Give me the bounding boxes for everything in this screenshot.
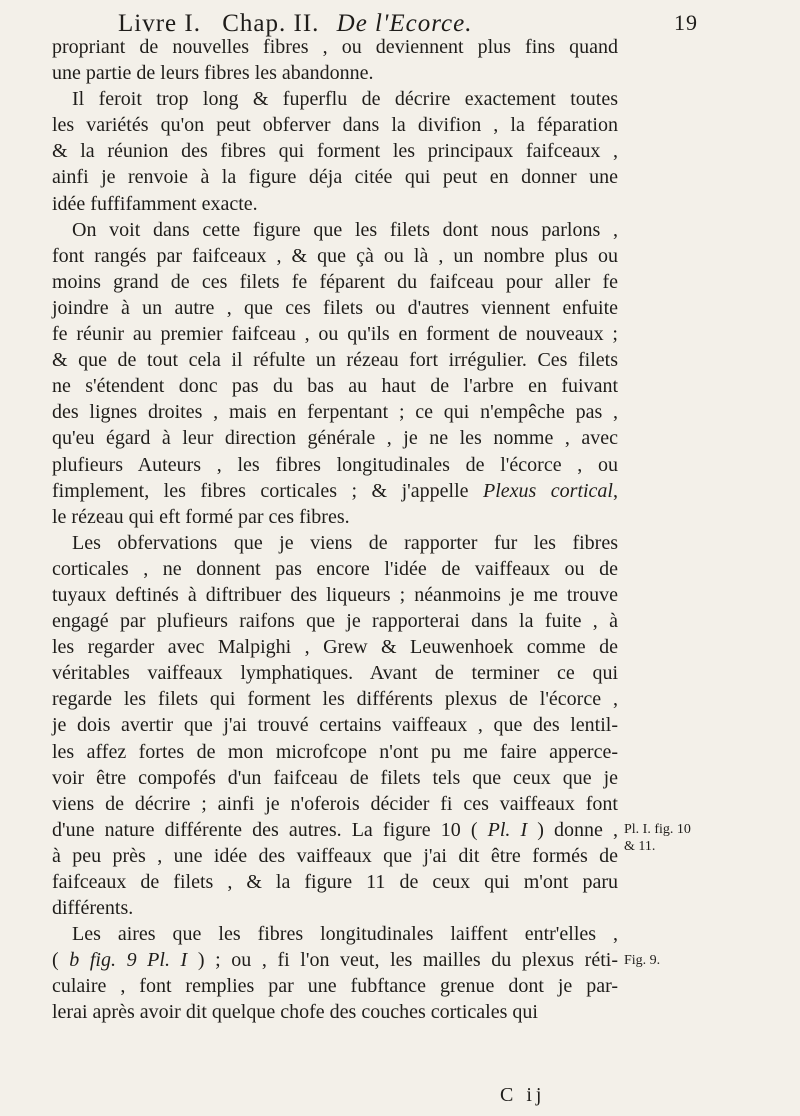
text-line (52, 217, 618, 243)
text-line-content: idée fuffifamment exacte. (52, 192, 258, 215)
text-line-content: les regarder avec Malpighi , Grew & Leuwenhoek comme de (52, 636, 618, 659)
text-line (52, 504, 618, 530)
margin-note: Fig. 9. (624, 952, 661, 968)
text-line-content: ne s'étendent donc pas du bas au haut de l'arbre en fuivant (52, 375, 618, 398)
text-line (52, 425, 618, 451)
italic-text: b fig. 9 Pl. I (69, 949, 188, 972)
text-line-content: je dois avertir que j'ai trouvé certains vaiffeaux , que des lentil- (52, 714, 618, 737)
text-line-content: Il feroit trop long & fuperflu de décrire exactement toutes (72, 88, 618, 111)
text-line (52, 660, 618, 686)
text-line (52, 34, 618, 60)
text-line (52, 243, 618, 269)
text-line-content: Les obfervations que je viens de rapporter fur les fibres (72, 531, 618, 554)
text-line (52, 921, 618, 947)
text-line (52, 86, 618, 112)
text-line-content: d'une nature différente des autres. La figure 10 ( (52, 818, 488, 841)
text-line-content: ainfi je renvoie à la figure déja citée qui peut en donner une (52, 166, 618, 189)
text-line (52, 791, 618, 817)
text-line-content: culaire , font remplies par une fubftance grenue dont je par- (52, 975, 618, 998)
header-book: Livre I. (118, 10, 201, 37)
text-line (52, 843, 618, 869)
text-line-content: joindre à un autre , que ces filets ou d'autres viennent enfuite (52, 296, 618, 319)
signature-mark: C ij (500, 1084, 546, 1106)
text-line (52, 869, 618, 895)
text-line (52, 295, 618, 321)
text-line-content: une partie de leurs fibres les abandonne. (52, 62, 374, 85)
text-line-content: qu'eu égard à leur direction générale , je ne les nomme , avec (52, 427, 618, 450)
text-line-content: plufieurs Auteurs , les fibres longitudinales de l'écorce , ou (52, 453, 618, 476)
text-line-content: Les aires que les fibres longitudinales laiffent entr'elles , (72, 923, 618, 946)
text-line-content: regarde les filets qui forment les différents plexus de l'écorce , (52, 688, 618, 711)
text-line-content: des lignes droites , mais en ferpentant ; ce qui n'empêche pas , (52, 401, 618, 424)
page-number: 19 (674, 10, 698, 35)
text-line-content: voir être compofés d'un faifceau de filets tels que ceux que je (52, 766, 618, 789)
text-line-content: propriant de nouvelles fibres , ou deviennent plus fins quand (52, 36, 618, 58)
italic-text: Pl. I (487, 818, 528, 841)
header-chapter: Chap. II. (222, 10, 320, 37)
text-line-content: font rangés par faifceaux , & que çà ou là , un nombre plus ou (52, 244, 618, 267)
text-line-content: véritables vaiffeaux lymphatiques. Avant de terminer ce qui (52, 662, 618, 685)
text-line (52, 138, 618, 164)
text-line (52, 452, 618, 478)
text-line-content: & que de tout cela il réfulte un rézeau fort irrégulier. Ces filets (52, 349, 618, 372)
text-line (52, 556, 618, 582)
text-line-content: engagé par plufieurs raifons que je rapporterai dans la fuite , à (52, 610, 618, 633)
text-line-content: les affez fortes de mon microfcope n'ont pu me faire apperce- (52, 740, 618, 763)
text-line (52, 60, 618, 86)
text-line-content: On voit dans cette figure que les filets dont nous parlons , (72, 218, 618, 241)
text-line (52, 112, 618, 138)
text-line (52, 973, 618, 999)
text-line-content: fimplement, les fibres corticales ; & j'appelle (52, 479, 483, 502)
text-line-tail: , (613, 479, 618, 502)
text-line-content: moins grand de ces filets fe féparent du faifceau pour aller fe (52, 270, 618, 293)
text-line (52, 399, 618, 425)
text-line (52, 191, 618, 217)
text-line (52, 999, 618, 1025)
text-line-content: lerai après avoir dit quelque chofe des couches corticales qui (52, 1001, 538, 1024)
text-line (52, 947, 618, 973)
text-line-content: tuyaux deftinés à diftribuer des liqueurs ; néanmoins je me trouve (52, 583, 618, 606)
text-line-content: le rézeau qui eft formé par ces fibres. (52, 505, 350, 528)
margin-note: & 11. (624, 838, 656, 854)
text-line (52, 739, 618, 765)
text-line (52, 373, 618, 399)
text-line-content: & la réunion des fibres qui forment les principaux faifceaux , (52, 140, 618, 163)
body-text (52, 34, 618, 1026)
text-line (52, 478, 618, 504)
text-line-tail: ) ; ou , fi l'on veut, les mailles du plexus réti- (187, 949, 618, 972)
text-line-content: ( (52, 949, 70, 972)
text-line (52, 712, 618, 738)
text-line (52, 686, 618, 712)
margin-note: Pl. I. fig. 10 (624, 822, 691, 837)
text-line-content: fe réunir au premier faifceau , ou qu'ils en forment de nouveaux ; (52, 323, 618, 346)
text-line-content: faifceaux de filets , & la figure 11 de ceux qui m'ont paru (52, 871, 618, 893)
text-line (52, 817, 618, 843)
text-line (52, 530, 618, 556)
text-line (52, 634, 618, 660)
text-line (52, 347, 618, 373)
text-line (52, 895, 618, 921)
text-line (52, 321, 618, 347)
text-line-content: viens de décrire ; ainfi je n'oferois décider fi ces vaiffeaux font (52, 792, 618, 815)
text-line-tail: ) donne , (527, 818, 618, 841)
text-line-content: corticales , ne donnent pas encore l'idée de vaiffeaux ou de (52, 557, 618, 580)
italic-text: Plexus cortical (482, 479, 613, 502)
text-line (52, 765, 618, 791)
text-line (52, 269, 618, 295)
header-title: De l'Ecorce. (336, 10, 473, 37)
text-line (52, 164, 618, 190)
text-line-content: à peu près , une idée des vaiffeaux que j'ai dit être formés de (52, 844, 618, 867)
text-line (52, 582, 618, 608)
text-line-content: différents. (52, 897, 134, 920)
text-line-content: les variétés qu'on peut obferver dans la divifion , la féparation (52, 114, 618, 137)
text-line (52, 608, 618, 634)
